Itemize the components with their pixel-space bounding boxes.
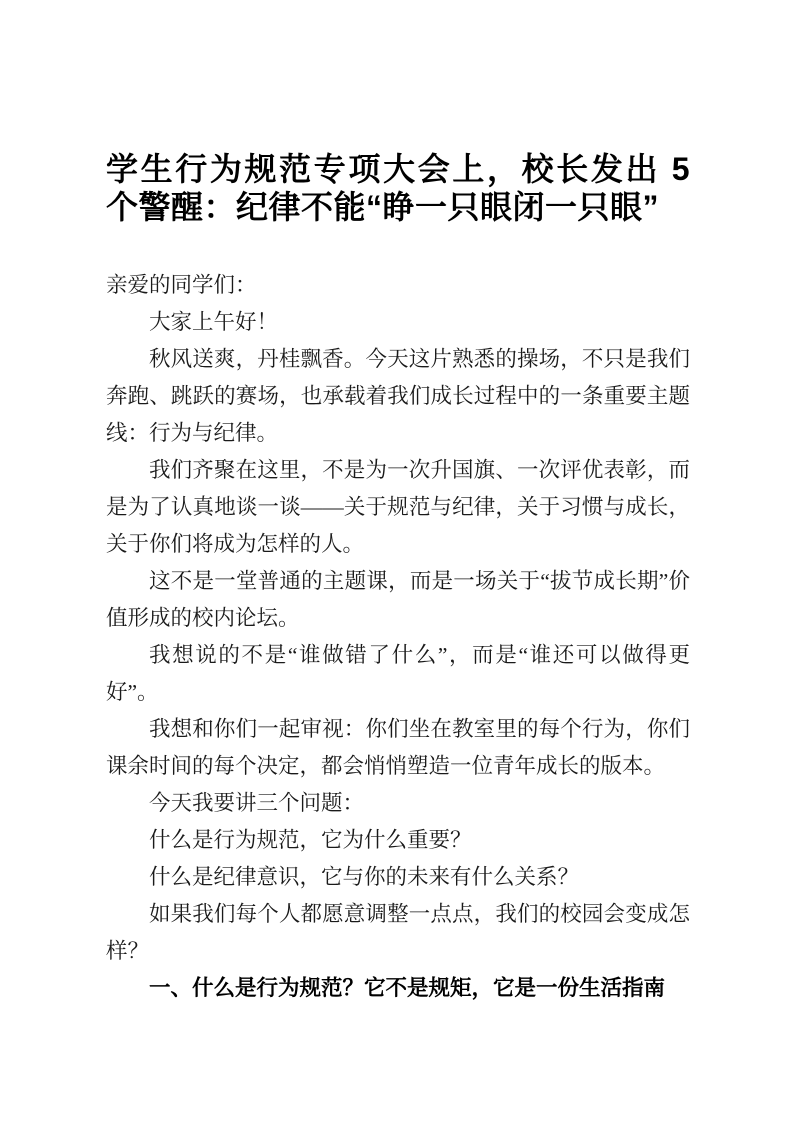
section-heading: 一、什么是行为规范？它不是规矩，它是一份生活指南 [149, 976, 666, 1000]
paragraph: 这不是一堂普通的主题课，而是一场关于“拔节成长期”价值形成的校内论坛。 [106, 569, 690, 630]
paragraph: 亲爱的同学们： [106, 273, 257, 297]
document-title: 学生行为规范专项大会上，校长发出 5 个警醒：纪律不能“睁一只眼闭一只眼” [106, 151, 690, 225]
paragraph: 我想说的不是“谁做错了什么”，而是“谁还可以做得更好”。 [106, 643, 690, 704]
paragraph: 什么是行为规范，它为什么重要？ [149, 828, 472, 852]
paragraph: 大家上午好！ [149, 310, 279, 334]
paragraph: 如果我们每个人都愿意调整一点点，我们的校园会变成怎样？ [106, 902, 690, 963]
paragraph: 秋风送爽，丹桂飘香。今天这片熟悉的操场，不只是我们奔跑、跳跃的赛场，也承载着我们成长过程中的一条重要主题线：行为与纪律。 [106, 347, 690, 445]
paragraph: 什么是纪律意识，它与你的未来有什么关系？ [149, 865, 580, 889]
paragraph: 我想和你们一起审视：你们坐在教室里的每个行为，你们课余时间的每个决定，都会悄悄塑造一位青年成长的版本。 [106, 717, 690, 778]
document-body [106, 267, 690, 1007]
paragraph: 今天我要讲三个问题： [149, 791, 365, 815]
paragraph: 我们齐聚在这里，不是为一次升国旗、一次评优表彰，而是为了认真地谈一谈——关于规范与纪律，关于习惯与成长，关于你们将成为怎样的人。 [106, 458, 690, 556]
